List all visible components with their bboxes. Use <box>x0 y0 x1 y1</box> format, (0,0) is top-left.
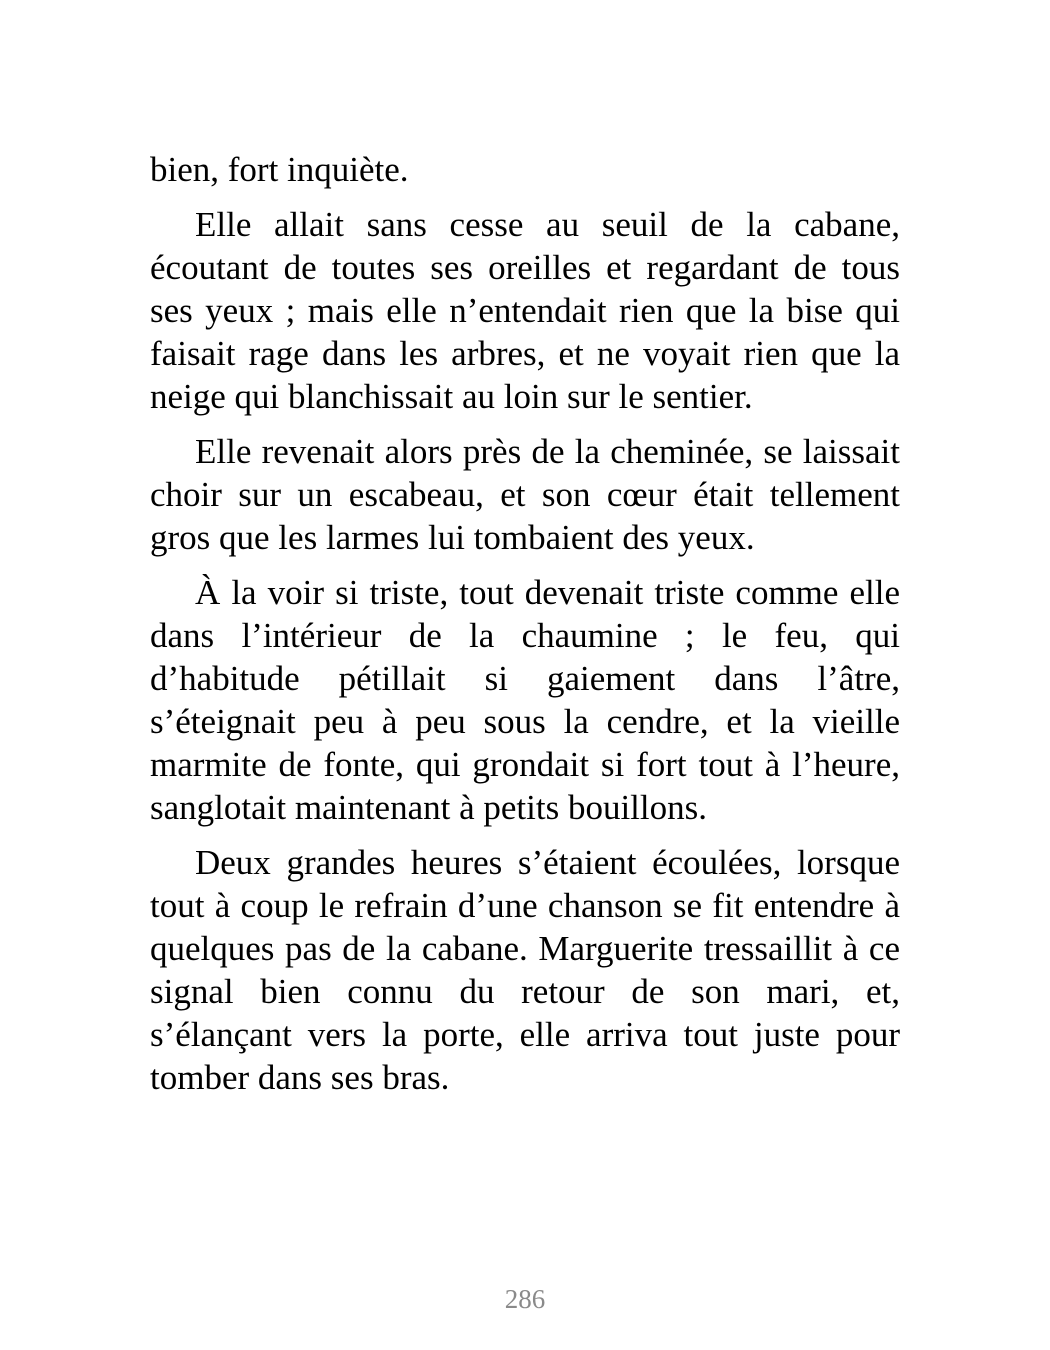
page-body <box>150 148 900 1111</box>
paragraph-5: Deux grandes heures s’étaient écoulées, lorsque tout à coup le refrain d’une chanson se fit entendre à quelques pas de la cabane. Marguerite tressaillit à ce signal bien connu du retour de son mari, et, s’élançant vers la porte, elle arriva tout juste pour tomber dans ses bras. <box>150 843 900 1097</box>
paragraph-3: Elle revenait alors près de la cheminée, se laissait choir sur un escabeau, et son cœur était tellement gros que les larmes lui tombaient des yeux. <box>150 432 900 557</box>
paragraph-4: À la voir si triste, tout devenait triste comme elle dans l’intérieur de la chaumine ; le feu, qui d’habitude pétillait si gaiement dans l’âtre, s’éteignait peu à peu sous la cendre, et la vieille marmite de fonte, qui grondait si fort tout à l’heure, sanglotait maintenant à petits bouillons. <box>150 573 900 827</box>
page-number: 286 <box>504 1284 546 1314</box>
paragraph-2: Elle allait sans cesse au seuil de la cabane, écoutant de toutes ses oreilles et regardant de tous ses yeux ; mais elle n’entendait rien que la bise qui faisait rage dans les arbres, et ne voyait rien que la neige qui blanchissait au loin sur le sentier. <box>150 205 900 416</box>
paragraph-1: bien, fort inquiète. <box>150 150 409 189</box>
